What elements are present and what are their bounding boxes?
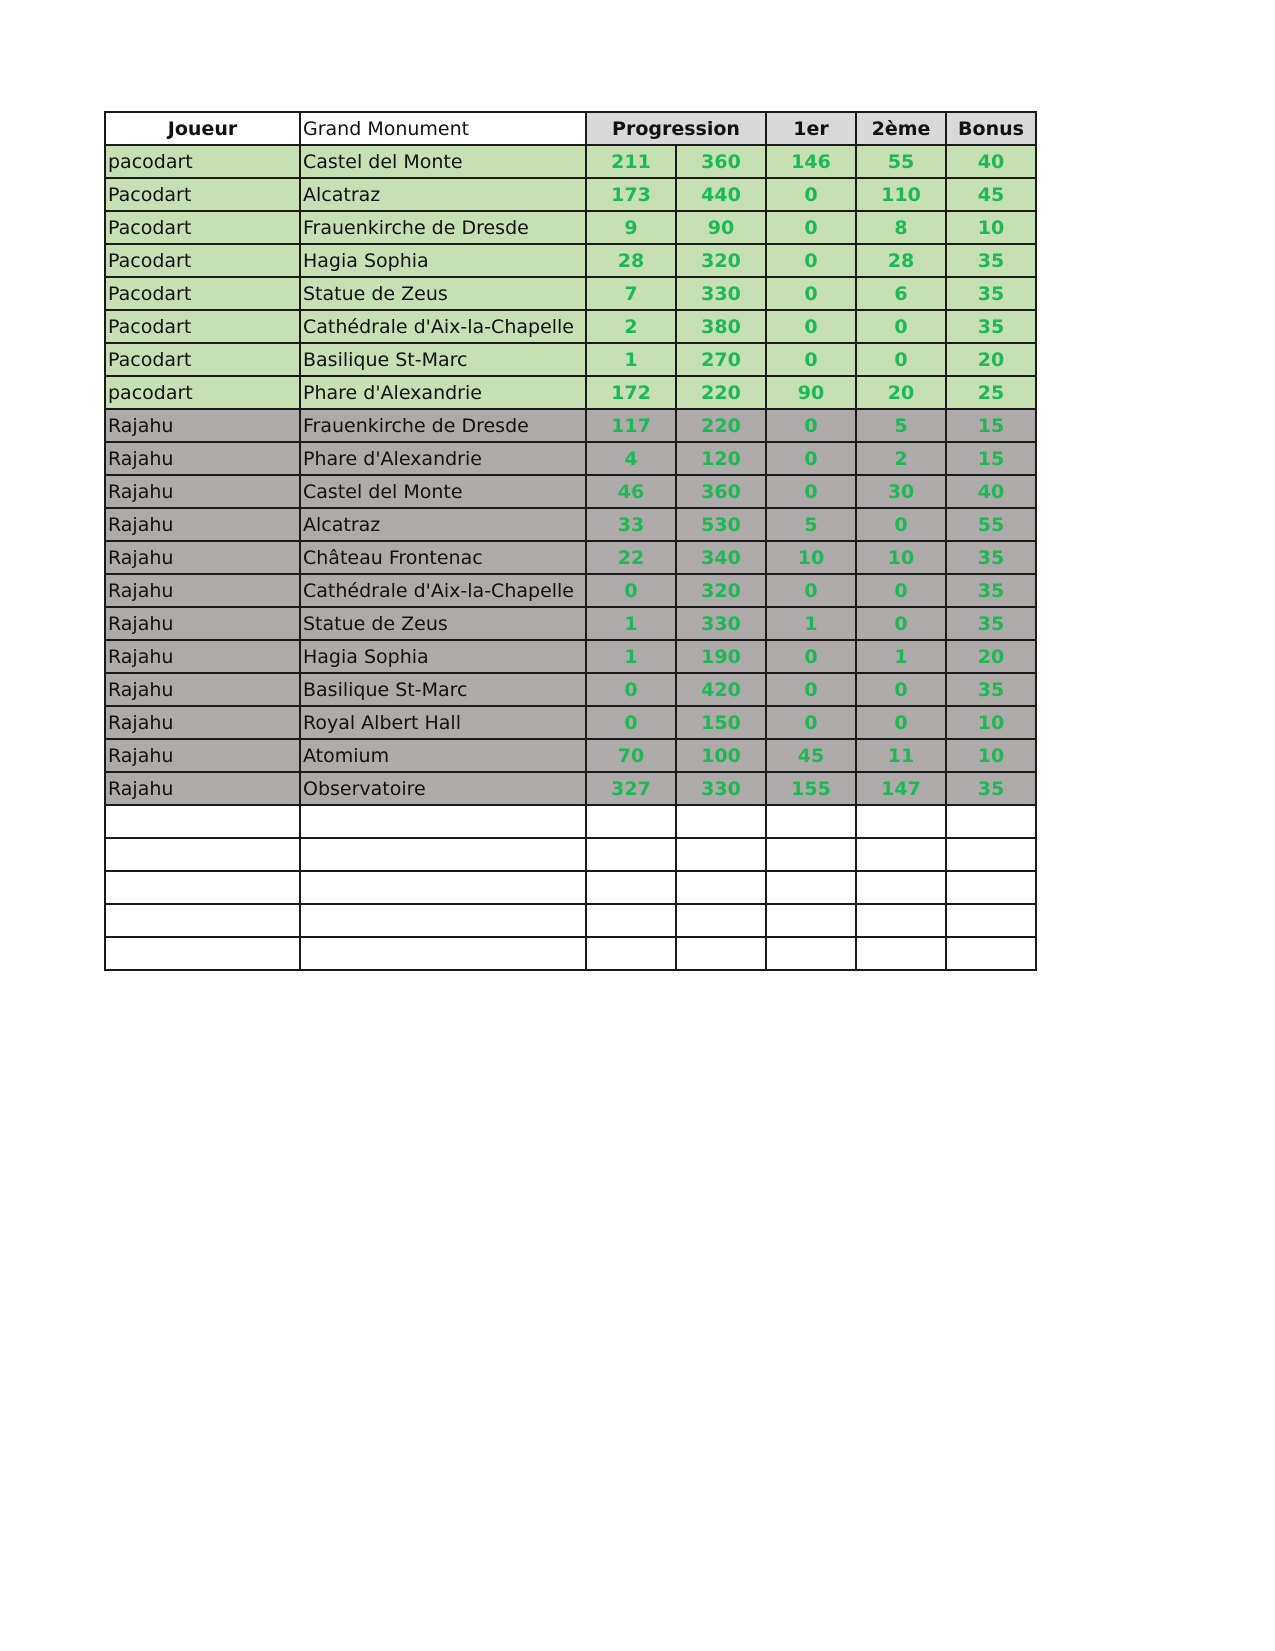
table-row (105, 640, 1036, 673)
empty-cell (586, 838, 676, 871)
first-cell: 0 (766, 475, 856, 508)
second-cell: 110 (856, 178, 946, 211)
empty-cell (300, 871, 586, 904)
table-row (105, 277, 1036, 310)
header-player: Joueur (105, 112, 300, 145)
table-row (105, 772, 1036, 805)
empty-cell (105, 937, 300, 970)
empty-cell (105, 871, 300, 904)
empty-cell (105, 838, 300, 871)
progress-cell: 9 (586, 211, 676, 244)
monument-cell: Frauenkirche de Dresde (300, 409, 586, 442)
table-row (105, 607, 1036, 640)
player-cell: Pacodart (105, 178, 300, 211)
second-cell: 0 (856, 343, 946, 376)
empty-cell (676, 937, 766, 970)
empty-cell (586, 937, 676, 970)
monument-cell: Hagia Sophia (300, 640, 586, 673)
player-cell: pacodart (105, 145, 300, 178)
bonus-cell: 10 (946, 739, 1036, 772)
monument-cell: Hagia Sophia (300, 244, 586, 277)
header-first: 1er (766, 112, 856, 145)
second-cell: 5 (856, 409, 946, 442)
total-cell: 360 (676, 145, 766, 178)
second-cell: 1 (856, 640, 946, 673)
empty-cell (946, 871, 1036, 904)
bonus-cell: 20 (946, 343, 1036, 376)
monument-cell: Phare d'Alexandrie (300, 442, 586, 475)
player-cell: Pacodart (105, 211, 300, 244)
first-cell: 0 (766, 574, 856, 607)
table-row (105, 244, 1036, 277)
bonus-cell: 35 (946, 673, 1036, 706)
first-cell: 45 (766, 739, 856, 772)
second-cell: 20 (856, 376, 946, 409)
table-row (105, 673, 1036, 706)
second-cell: 10 (856, 541, 946, 574)
header-monument: Grand Monument (300, 112, 586, 145)
table-row (105, 739, 1036, 772)
monument-cell: Observatoire (300, 772, 586, 805)
bonus-cell: 25 (946, 376, 1036, 409)
progress-cell: 173 (586, 178, 676, 211)
player-cell: Rajahu (105, 706, 300, 739)
progress-cell: 28 (586, 244, 676, 277)
empty-cell (856, 871, 946, 904)
empty-cell (946, 904, 1036, 937)
progress-cell: 0 (586, 673, 676, 706)
bonus-cell: 45 (946, 178, 1036, 211)
total-cell: 120 (676, 442, 766, 475)
total-cell: 90 (676, 211, 766, 244)
monument-cell: Statue de Zeus (300, 277, 586, 310)
bonus-cell: 40 (946, 145, 1036, 178)
second-cell: 0 (856, 574, 946, 607)
progress-cell: 0 (586, 574, 676, 607)
monument-cell: Castel del Monte (300, 145, 586, 178)
player-cell: Pacodart (105, 244, 300, 277)
bonus-cell: 40 (946, 475, 1036, 508)
first-cell: 0 (766, 244, 856, 277)
empty-cell (766, 871, 856, 904)
bonus-cell: 35 (946, 607, 1036, 640)
first-cell: 0 (766, 178, 856, 211)
first-cell: 90 (766, 376, 856, 409)
progress-cell: 211 (586, 145, 676, 178)
empty-cell (766, 904, 856, 937)
bonus-cell: 10 (946, 706, 1036, 739)
empty-cell (856, 838, 946, 871)
second-cell: 6 (856, 277, 946, 310)
bonus-cell: 10 (946, 211, 1036, 244)
player-cell: Rajahu (105, 739, 300, 772)
player-cell: Pacodart (105, 310, 300, 343)
player-cell: Rajahu (105, 772, 300, 805)
first-cell: 0 (766, 277, 856, 310)
progress-cell: 4 (586, 442, 676, 475)
empty-cell (300, 904, 586, 937)
bonus-cell: 15 (946, 409, 1036, 442)
total-cell: 270 (676, 343, 766, 376)
second-cell: 2 (856, 442, 946, 475)
first-cell: 10 (766, 541, 856, 574)
table-row (105, 310, 1036, 343)
table-row (105, 541, 1036, 574)
empty-cell (856, 805, 946, 838)
monument-cell: Cathédrale d'Aix-la-Chapelle (300, 310, 586, 343)
table-body (105, 145, 1036, 970)
progress-cell: 7 (586, 277, 676, 310)
header-row (105, 112, 1036, 145)
progress-cell: 1 (586, 343, 676, 376)
first-cell: 0 (766, 409, 856, 442)
monument-cell: Alcatraz (300, 508, 586, 541)
second-cell: 28 (856, 244, 946, 277)
empty-cell (105, 904, 300, 937)
progress-cell: 33 (586, 508, 676, 541)
monument-cell: Château Frontenac (300, 541, 586, 574)
header-second: 2ème (856, 112, 946, 145)
empty-cell (856, 937, 946, 970)
monument-cell: Atomium (300, 739, 586, 772)
second-cell: 8 (856, 211, 946, 244)
player-cell: Rajahu (105, 673, 300, 706)
table-row (105, 442, 1036, 475)
player-cell: Pacodart (105, 343, 300, 376)
bonus-cell: 35 (946, 541, 1036, 574)
empty-row (105, 805, 1036, 838)
empty-cell (856, 904, 946, 937)
table-row (105, 178, 1036, 211)
empty-cell (300, 937, 586, 970)
empty-cell (676, 805, 766, 838)
empty-cell (946, 937, 1036, 970)
empty-cell (105, 805, 300, 838)
total-cell: 360 (676, 475, 766, 508)
bonus-cell: 35 (946, 772, 1036, 805)
total-cell: 530 (676, 508, 766, 541)
total-cell: 220 (676, 409, 766, 442)
empty-cell (676, 904, 766, 937)
empty-row (105, 937, 1036, 970)
first-cell: 0 (766, 343, 856, 376)
empty-cell (766, 805, 856, 838)
total-cell: 340 (676, 541, 766, 574)
player-cell: pacodart (105, 376, 300, 409)
total-cell: 320 (676, 244, 766, 277)
player-cell: Rajahu (105, 409, 300, 442)
table-row (105, 211, 1036, 244)
total-cell: 100 (676, 739, 766, 772)
bonus-cell: 20 (946, 640, 1036, 673)
progress-cell: 172 (586, 376, 676, 409)
bonus-cell: 35 (946, 574, 1036, 607)
empty-row (105, 838, 1036, 871)
progress-cell: 1 (586, 640, 676, 673)
progress-cell: 70 (586, 739, 676, 772)
table-row (105, 145, 1036, 178)
empty-cell (300, 805, 586, 838)
first-cell: 0 (766, 640, 856, 673)
monument-cell: Frauenkirche de Dresde (300, 211, 586, 244)
table-row (105, 475, 1036, 508)
empty-cell (946, 838, 1036, 871)
second-cell: 0 (856, 673, 946, 706)
total-cell: 420 (676, 673, 766, 706)
total-cell: 380 (676, 310, 766, 343)
first-cell: 146 (766, 145, 856, 178)
first-cell: 0 (766, 442, 856, 475)
first-cell: 1 (766, 607, 856, 640)
progress-cell: 22 (586, 541, 676, 574)
table-row (105, 574, 1036, 607)
header-progression: Progression (586, 112, 766, 145)
total-cell: 440 (676, 178, 766, 211)
monument-cell: Alcatraz (300, 178, 586, 211)
total-cell: 190 (676, 640, 766, 673)
first-cell: 0 (766, 706, 856, 739)
empty-row (105, 871, 1036, 904)
empty-row (105, 904, 1036, 937)
monument-cell: Statue de Zeus (300, 607, 586, 640)
empty-cell (586, 805, 676, 838)
empty-cell (586, 904, 676, 937)
total-cell: 330 (676, 607, 766, 640)
header-bonus: Bonus (946, 112, 1036, 145)
monument-cell: Basilique St-Marc (300, 673, 586, 706)
player-cell: Rajahu (105, 442, 300, 475)
progress-cell: 46 (586, 475, 676, 508)
total-cell: 220 (676, 376, 766, 409)
empty-cell (766, 838, 856, 871)
bonus-cell: 15 (946, 442, 1036, 475)
second-cell: 11 (856, 739, 946, 772)
bonus-cell: 35 (946, 277, 1036, 310)
table-row (105, 508, 1036, 541)
second-cell: 0 (856, 310, 946, 343)
table-row (105, 409, 1036, 442)
player-cell: Rajahu (105, 508, 300, 541)
player-cell: Rajahu (105, 475, 300, 508)
empty-cell (676, 838, 766, 871)
monument-cell: Phare d'Alexandrie (300, 376, 586, 409)
table-row (105, 376, 1036, 409)
table-row (105, 706, 1036, 739)
empty-cell (676, 871, 766, 904)
empty-cell (586, 871, 676, 904)
monument-cell: Cathédrale d'Aix-la-Chapelle (300, 574, 586, 607)
monument-cell: Basilique St-Marc (300, 343, 586, 376)
second-cell: 30 (856, 475, 946, 508)
second-cell: 0 (856, 508, 946, 541)
bonus-cell: 35 (946, 310, 1036, 343)
total-cell: 150 (676, 706, 766, 739)
empty-cell (946, 805, 1036, 838)
first-cell: 5 (766, 508, 856, 541)
player-cell: Rajahu (105, 574, 300, 607)
progress-cell: 117 (586, 409, 676, 442)
empty-cell (766, 937, 856, 970)
progress-cell: 327 (586, 772, 676, 805)
monument-cell: Royal Albert Hall (300, 706, 586, 739)
total-cell: 330 (676, 772, 766, 805)
player-cell: Pacodart (105, 277, 300, 310)
second-cell: 147 (856, 772, 946, 805)
player-cell: Rajahu (105, 541, 300, 574)
second-cell: 55 (856, 145, 946, 178)
bonus-cell: 55 (946, 508, 1036, 541)
total-cell: 320 (676, 574, 766, 607)
first-cell: 155 (766, 772, 856, 805)
first-cell: 0 (766, 310, 856, 343)
progress-cell: 2 (586, 310, 676, 343)
monument-table (104, 111, 1037, 971)
player-cell: Rajahu (105, 607, 300, 640)
table-row (105, 343, 1036, 376)
progress-cell: 0 (586, 706, 676, 739)
second-cell: 0 (856, 706, 946, 739)
monument-cell: Castel del Monte (300, 475, 586, 508)
bonus-cell: 35 (946, 244, 1036, 277)
total-cell: 330 (676, 277, 766, 310)
first-cell: 0 (766, 211, 856, 244)
second-cell: 0 (856, 607, 946, 640)
player-cell: Rajahu (105, 640, 300, 673)
first-cell: 0 (766, 673, 856, 706)
empty-cell (300, 838, 586, 871)
progress-cell: 1 (586, 607, 676, 640)
